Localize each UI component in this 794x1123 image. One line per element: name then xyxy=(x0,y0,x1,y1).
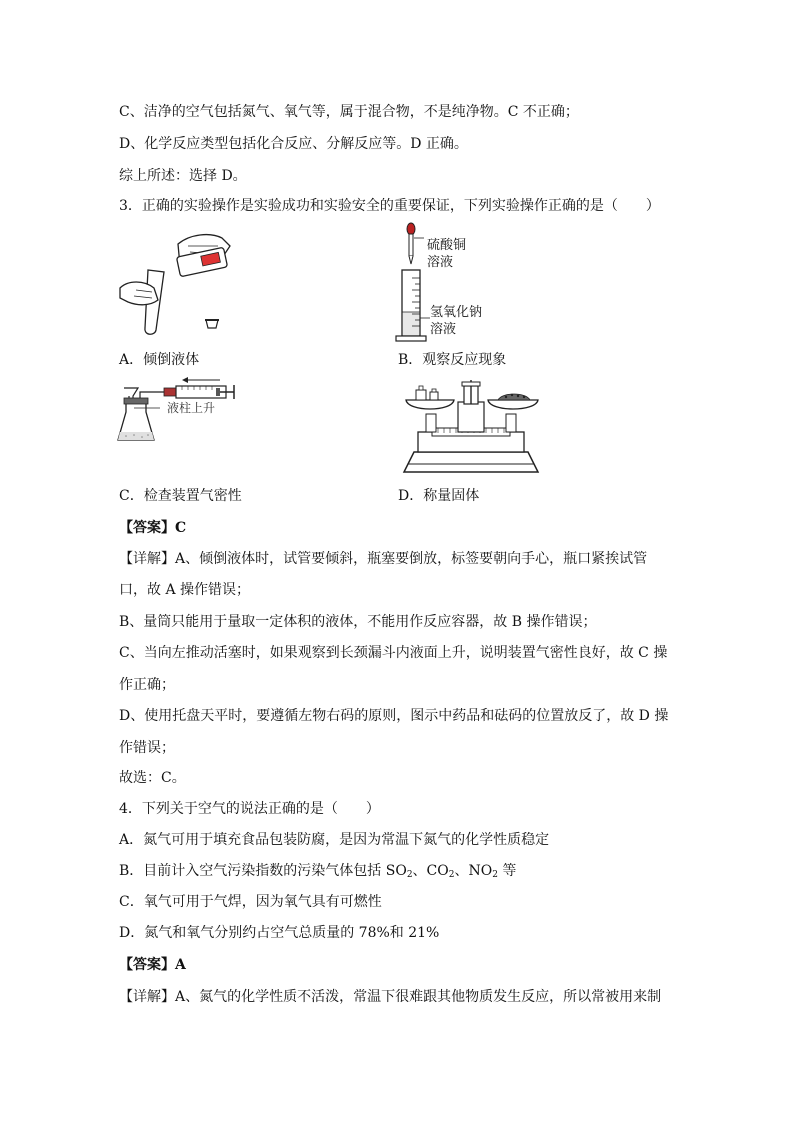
detail-line: 【详解】A、氮气的化学性质不活泼，常温下很难跟其他物质发生反应，所以常被用来制 xyxy=(119,989,662,1005)
option-c-caption: C．检查装置气密性 xyxy=(119,488,242,504)
option-a: A．氮气可用于填充食品包装防腐，是因为常温下氮气的化学性质稳定 xyxy=(119,832,550,848)
figure-balance xyxy=(398,380,544,478)
label-naoh: 氢氧化钠 xyxy=(430,305,483,320)
detail-line: 作错误； xyxy=(119,740,175,756)
detail-line: 口，故 A 操作错误； xyxy=(119,582,251,598)
option-d: D．氮气和氧气分别约占空气总质量的 78%和 21% xyxy=(119,925,440,941)
option-b-caption: B．观察反应现象 xyxy=(398,352,507,368)
label-copper-sulfate: 硫酸铜 xyxy=(427,238,467,253)
answer-label: 【答案】C xyxy=(119,520,187,536)
text-line: C、洁净的空气包括氮气、氧气等，属于混合物，不是纯净物。C 不正确； xyxy=(119,104,579,120)
detail-line: 故选：C。 xyxy=(119,770,186,786)
detail-line: C、当向左推动活塞时，如果观察到长颈漏斗内液面上升，说明装置气密性良好，故 C 操 xyxy=(119,645,668,661)
detail-line: 作正确； xyxy=(119,677,175,693)
detail-line: 【详解】A、倾倒液体时，试管要倾斜，瓶塞要倒放，标签要朝向手心，瓶口紧挨试管 xyxy=(119,551,648,567)
option-d-caption: D．称量固体 xyxy=(398,488,480,504)
label-liquid-rise: 液柱上升 xyxy=(167,401,216,415)
figure-pouring-liquid xyxy=(118,226,238,338)
option-a-caption: A．倾倒液体 xyxy=(119,352,200,368)
option-b: B．目前计入空气污染指数的污染气体包括 $SO_2$、$CO_2$、$NO_2$ 等 xyxy=(119,863,517,880)
text-line: D、化学反应类型包括化合反应、分解反应等。D 正确。 xyxy=(119,136,468,152)
answer-label: 【答案】A xyxy=(119,957,186,973)
label-naoh-solution: 溶液 xyxy=(430,322,457,337)
detail-line: D、使用托盘天平时，要遵循左物右码的原则，图示中药品和砝码的位置放反了，故 D 操 xyxy=(119,708,669,724)
question-4-stem: 4．下列关于空气的说法正确的是（ ） xyxy=(119,801,380,817)
push-direction-arrow-icon xyxy=(182,376,222,384)
question-3-stem: 3．正确的实验操作是实验成功和实验安全的重要保证，下列实验操作正确的是（ ） xyxy=(119,198,660,214)
label-copper-sulfate-solution: 溶液 xyxy=(427,255,454,270)
detail-line: B、量筒只能用于量取一定体积的液体，不能用作反应容器，故 B 操作错误； xyxy=(119,614,597,630)
text-line: 综上所述：选择 D。 xyxy=(119,168,247,184)
option-c: C．氧气可用于气焊，因为氧气具有可燃性 xyxy=(119,894,382,910)
